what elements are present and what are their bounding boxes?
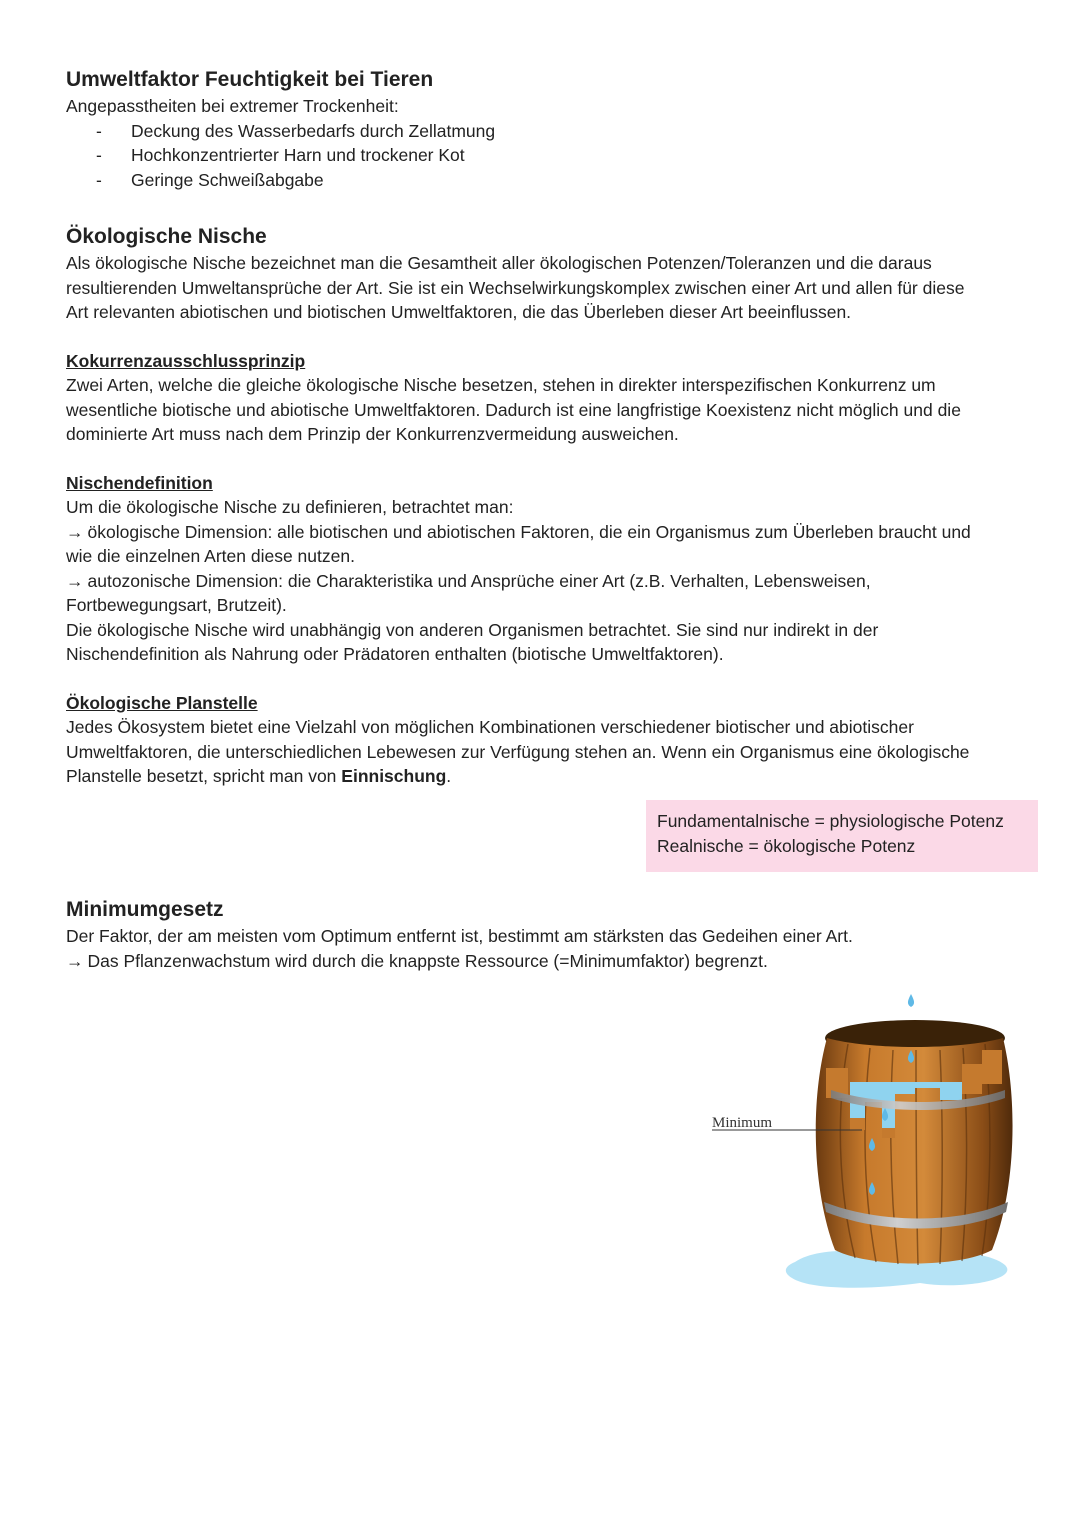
term-einnischung: Einnischung xyxy=(341,766,447,786)
subheading-konkurrenzausschluss: Kokurrenzausschlussprinzip xyxy=(66,350,306,371)
arrow-icon: → xyxy=(66,521,84,542)
minimum-label: Minimum xyxy=(712,1115,773,1131)
paragraph-line: wesentliche biotische und abiotische Umweltfaktoren. Dadurch ist eine langfristige Koexistenz nicht möglich und die xyxy=(66,399,961,420)
definition-box xyxy=(646,800,1038,872)
list-item: - Hochkonzentrierter Harn und trockener Kot xyxy=(96,145,465,165)
paragraph-line: Als ökologische Nische bezeichnet man die Gesamtheit aller ökologischen Potenzen/Toleranzen und die daraus xyxy=(66,253,932,273)
paragraph-line: resultierenden Umweltansprüche der Art. Sie ist ein Wechselwirkungskomplex zwischen einer Art und allen für diese xyxy=(66,277,965,298)
paragraph-line: → ökologische Dimension: alle biotischen und abiotischen Faktoren, die ein Organismus zum Überleben braucht und xyxy=(66,521,971,542)
list-item: - Geringe Schweißabgabe xyxy=(96,169,324,190)
arrow-icon: → xyxy=(66,950,84,971)
definition-fundamentalnische: Fundamentalnische = physiologische Potenz xyxy=(657,811,1004,831)
heading-oekologische-nische: Ökologische Nische xyxy=(66,225,267,248)
barrel-illustration xyxy=(700,990,1040,1300)
section-minimumgesetz xyxy=(66,896,1026,973)
subheading-planstelle: Ökologische Planstelle xyxy=(66,692,258,713)
paragraph-line: Planstelle besetzt, spricht man von Einnischung. xyxy=(66,766,452,786)
subheading-nischendefinition: Nischendefinition xyxy=(66,472,213,493)
paragraph-line: Der Faktor, der am meisten vom Optimum entfernt ist, bestimmt am stärksten das Gedeihen einer Art. xyxy=(66,926,853,946)
paragraph-line: Die ökologische Nische wird unabhängig von anderen Organismen betrachtet. Sie sind nur indirekt in der xyxy=(66,619,879,640)
barrel-svg xyxy=(700,990,1040,1300)
paragraph-line: Nischendefinition als Nahrung oder Prädatoren enthalten (biotische Umweltfaktoren). xyxy=(66,644,724,664)
list-item: - Deckung des Wasserbedarfs durch Zellatmung xyxy=(96,120,496,141)
paragraph-line: Zwei Arten, welche die gleiche ökologische Nische besetzen, stehen in direkter interspezifischen Konkurrenz um xyxy=(66,375,936,395)
paragraph-line: wie die einzelnen Arten diese nutzen. xyxy=(66,546,355,566)
paragraph-line: Art relevanten abiotischen und biotischen Umweltfaktoren, die das Überleben dieser Art beeinflussen. xyxy=(66,302,852,322)
arrow-icon: → xyxy=(66,570,84,591)
paragraph-line: Fortbewegungsart, Brutzeit). xyxy=(66,595,287,615)
paragraph-line: → autozonische Dimension: die Charakteristika und Ansprüche einer Art (z.B. Verhalten, Lebensweisen, xyxy=(66,570,871,591)
paragraph-line: → Das Pflanzenwachstum wird durch die knappste Ressource (=Minimumfaktor) begrenzt. xyxy=(66,950,768,971)
heading-minimumgesetz: Minimumgesetz xyxy=(66,898,224,921)
adaptation-list xyxy=(66,119,1026,193)
document-page xyxy=(66,66,1026,789)
intro-text: Angepasstheiten bei extremer Trockenheit: xyxy=(66,96,399,116)
heading-feuchtigkeit: Umweltfaktor Feuchtigkeit bei Tieren xyxy=(66,68,434,91)
definition-realnische: Realnische = ökologische Potenz xyxy=(657,835,916,856)
paragraph-line: dominierte Art muss nach dem Prinzip der Konkurrenzvermeidung ausweichen. xyxy=(66,424,679,444)
paragraph-line: Umweltfaktoren, die unterschiedlichen Lebewesen zur Verfügung stehen an. Wenn ein Organismus eine ökologische xyxy=(66,741,970,762)
paragraph-line: Jedes Ökosystem bietet eine Vielzahl von möglichen Kombinationen verschiedener biotischer und abiotischer xyxy=(66,717,914,737)
paragraph-line: Um die ökologische Nische zu definieren, betrachtet man: xyxy=(66,497,514,517)
